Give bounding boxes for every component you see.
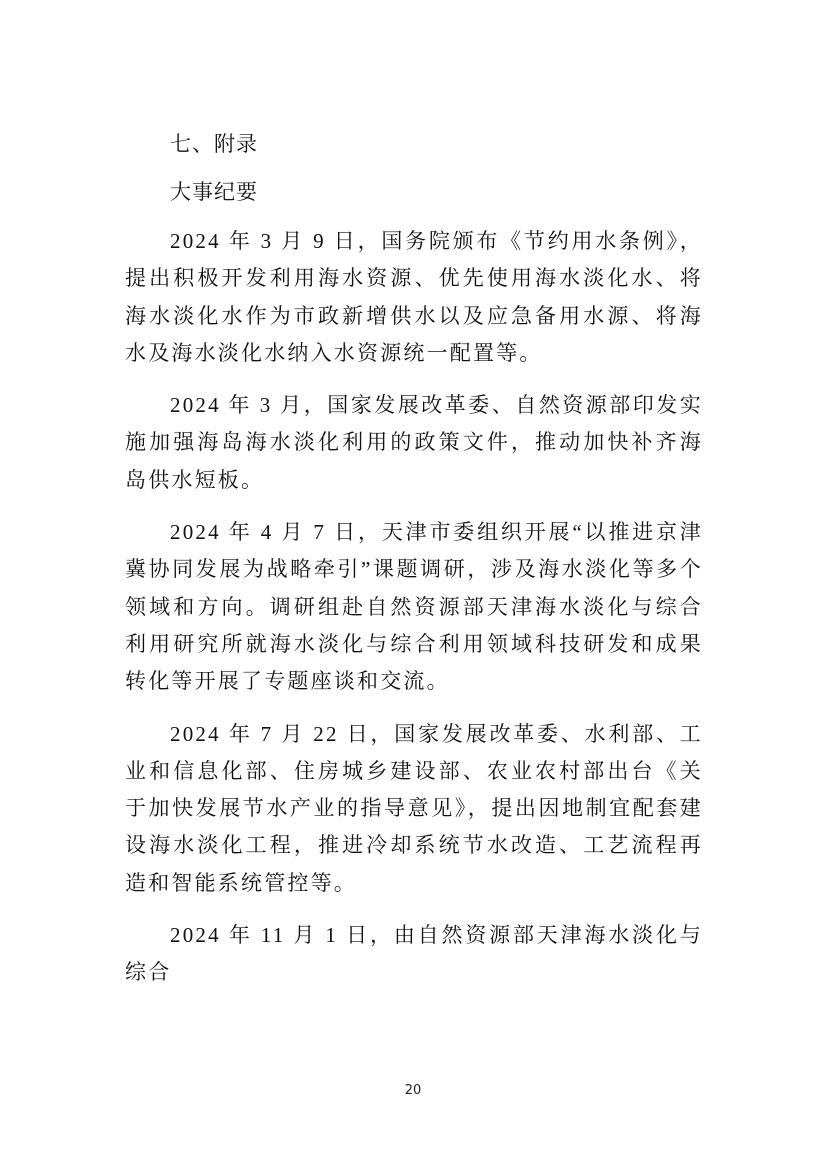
section-title: 七、附录 bbox=[170, 132, 258, 156]
document-page bbox=[125, 124, 703, 992]
event-paragraph: 2024 年 7 月 22 日，国家发展改革委、水利部、工业和信息化部、住房城乡建设部、农业农村部出台《关于加快发展节水产业的指导意见》，提出因地制宜配套建设海水淡化工程，推进冷却系统节水改造、工艺流程再造和智能系统管控等。 bbox=[125, 721, 703, 895]
page-number: 20 bbox=[404, 1083, 422, 1098]
event-paragraph: 2024 年 11 月 1 日，由自然资源部天津海水淡化与综合 bbox=[125, 923, 703, 985]
section-subtitle: 大事纪要 bbox=[170, 180, 258, 204]
event-paragraph: 2024 年 4 月 7 日，天津市委组织开展“以推进京津冀协同发展为战略牵引”课题调研，涉及海水淡化等多个领域和方向。调研组赴自然资源部天津海水淡化与综合利用研究所就海水淡化与综合利用领域科技研发和成果转化等开展了专题座谈和交流。 bbox=[125, 520, 703, 694]
event-paragraph: 2024 年 3 月 9 日，国务院颁布《节约用水条例》，提出积极开发利用海水资源、优先使用海水淡化水、将海水淡化水作为市政新增供水以及应急备用水源、将海水及海水淡化水纳入水资源统一配置等。 bbox=[125, 229, 703, 365]
event-paragraph: 2024 年 3 月，国家发展改革委、自然资源部印发实施加强海岛海水淡化利用的政策文件，推动加快补齐海岛供水短板。 bbox=[125, 393, 703, 492]
